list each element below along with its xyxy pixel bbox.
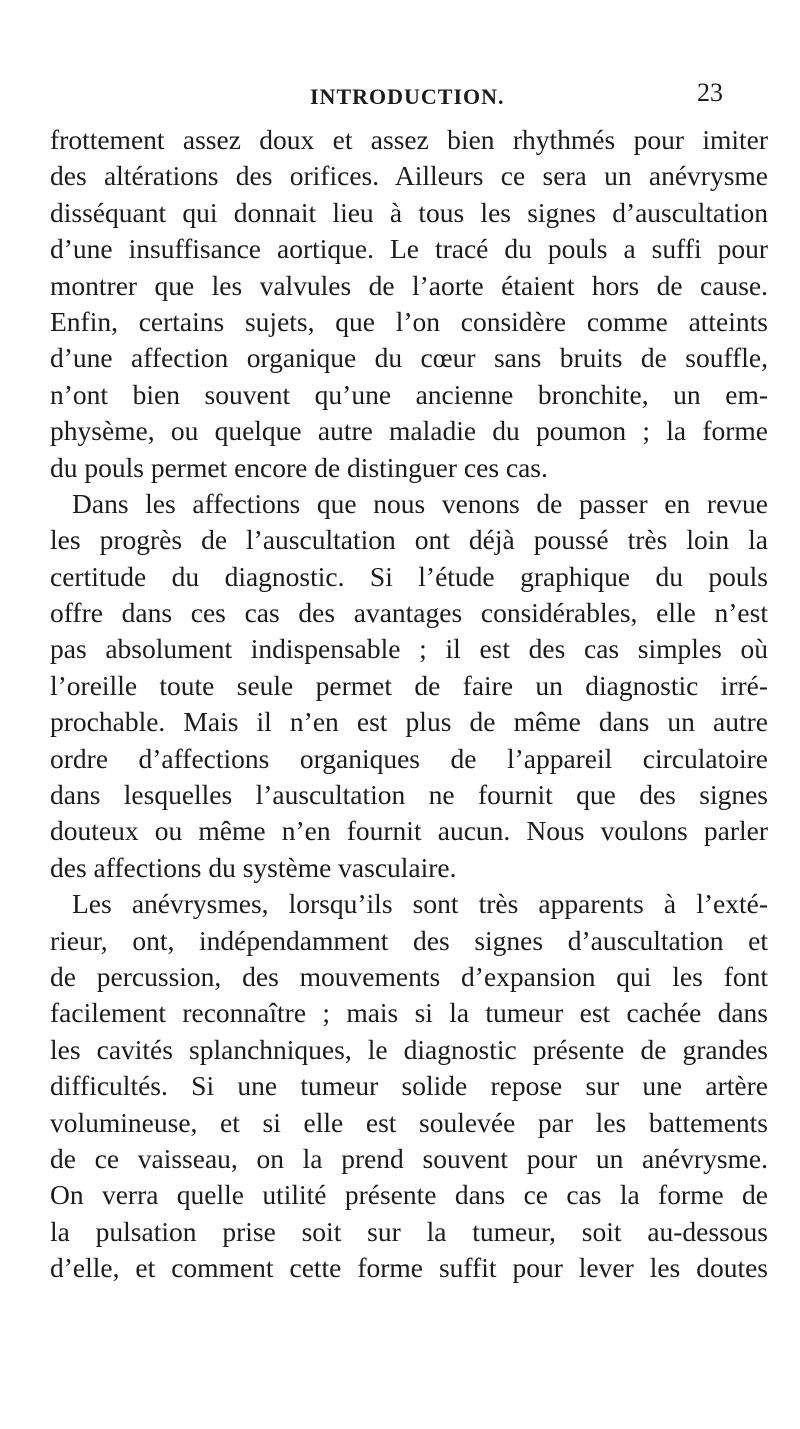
- paragraph-start-line: Les anévrysmes, lorsqu’ils sont très apparents à l’exté-: [72, 888, 768, 920]
- text-line: dans lesquelles l’auscultation ne fournit que des signes: [50, 779, 768, 811]
- text-line: certitude du diagnostic. Si l’étude graphique du pouls: [50, 560, 768, 592]
- text-line: disséquant qui donnait lieu à tous les signes d’auscultation: [50, 196, 768, 228]
- text-line: montrer que les valvules de l’aorte étaient hors de cause.: [50, 269, 768, 301]
- running-title: INTRODUCTION.: [310, 84, 505, 109]
- text-line: l’oreille toute seule permet de faire un diagnostic irré-: [50, 669, 768, 701]
- text-line: d’une insuffisance aortique. Le tracé du pouls a suffi pour: [50, 233, 768, 265]
- text-line: Enfin, certains sujets, que l’on considère comme atteints: [50, 305, 768, 337]
- text-line: frottement assez doux et assez bien rhythmés pour imiter: [50, 124, 768, 155]
- text-line: ordre d’affections organiques de l’appareil circulatoire: [50, 742, 768, 774]
- text-line: volumineuse, et si elle est soulevée par les battements: [50, 1106, 768, 1138]
- text-line: rieur, ont, indépendamment des signes d’auscultation et: [50, 924, 768, 956]
- body-text: [50, 122, 768, 1287]
- text-line: On verra quelle utilité présente dans ce cas la forme de: [50, 1179, 768, 1211]
- text-line: les progrès de l’auscultation ont déjà poussé très loin la: [50, 524, 768, 556]
- text-line: de percussion, des mouvements d’expansion qui les font: [50, 960, 768, 992]
- page-header: [0, 78, 800, 114]
- paragraph-start-line: Dans les affections que nous venons de passer en revue: [72, 487, 768, 519]
- text-line: d’elle, et comment cette forme suffit pour lever les doutes: [50, 1252, 768, 1284]
- text-line: la pulsation prise soit sur la tumeur, soit au-dessous: [50, 1215, 768, 1247]
- text-line: physème, ou quelque autre maladie du poumon ; la forme: [50, 415, 768, 447]
- text-line: prochable. Mais il n’en est plus de même dans un autre: [50, 706, 768, 738]
- text-line: des altérations des orifices. Ailleurs ce sera un anévrysme: [50, 160, 768, 192]
- text-line: difficultés. Si une tumeur solide repose sur une artère: [50, 1070, 768, 1102]
- text-line: facilement reconnaître ; mais si la tumeur est cachée dans: [50, 997, 768, 1029]
- text-line: pas absolument indispensable ; il est des cas simples où: [50, 633, 768, 665]
- text-line: d’une affection organique du cœur sans bruits de souffle,: [50, 342, 768, 374]
- text-line: les cavités splanchniques, le diagnostic présente de grandes: [50, 1033, 768, 1065]
- text-line: de ce vaisseau, on la prend souvent pour un anévrysme.: [50, 1142, 768, 1174]
- text-line: douteux ou même n’en fournit aucun. Nous voulons parler: [50, 815, 768, 847]
- text-line: offre dans ces cas des avantages considérables, elle n’est: [50, 597, 768, 629]
- page-number: 23: [697, 78, 723, 107]
- text-line: du pouls permet encore de distinguer ces cas.: [50, 451, 548, 483]
- text-line: n’ont bien souvent qu’une ancienne bronchite, un em-: [50, 378, 768, 410]
- text-line: des affections du système vasculaire.: [50, 851, 457, 883]
